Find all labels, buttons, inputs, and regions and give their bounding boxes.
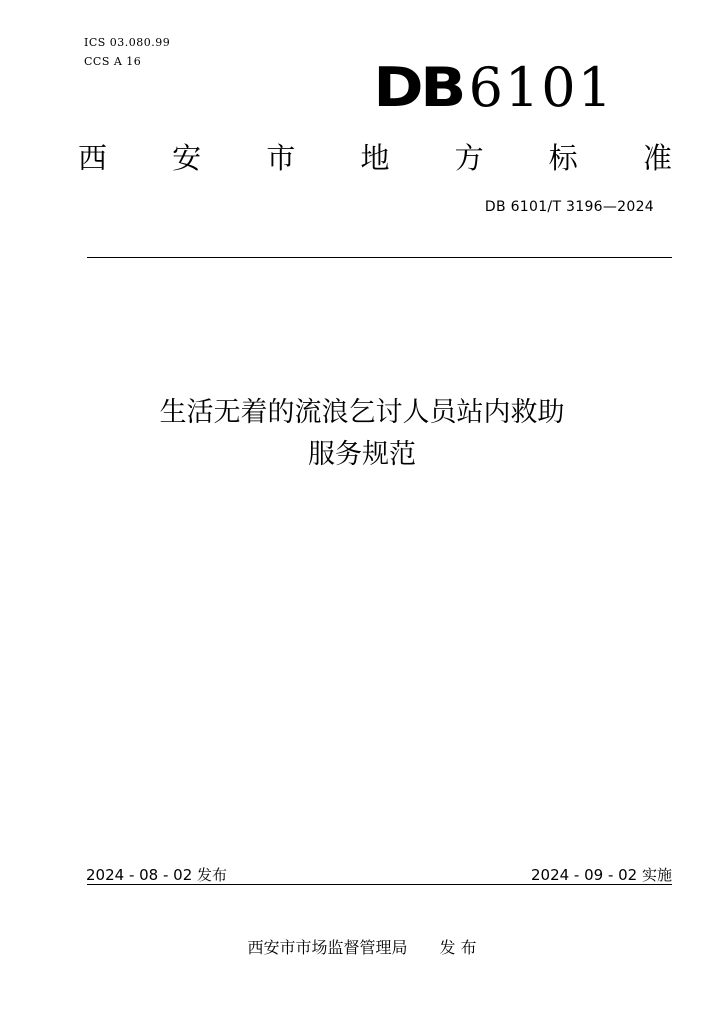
top-divider [87,257,672,258]
standard-type-char: 西 [78,141,108,175]
publisher-line [0,935,724,958]
standard-type-char: 安 [172,141,202,175]
document-number: DB 6101/T 3196—2024 [484,199,654,215]
standard-type-char: 方 [454,141,484,175]
ccs-code: CCS A 16 [84,55,142,68]
standard-type-char: 准 [642,141,672,175]
title-line-2: 服务规范 [308,439,416,470]
code-number: 6101 [468,56,614,119]
ics-code: ICS 03.080.99 [84,36,171,49]
publisher-name: 西安市市场监督管理局 [247,938,408,957]
publisher-action: 发 布 [439,938,477,957]
standard-type-heading [78,136,672,177]
standard-type-char: 标 [548,141,578,175]
standard-code-logo [0,56,614,119]
implementation-date: 2024 - 09 - 02 实施 [530,866,672,884]
code-prefix: DB [372,56,463,119]
bottom-divider [87,884,672,885]
document-title [0,392,724,476]
standard-type-char: 市 [266,141,296,175]
release-date: 2024 - 08 - 02 发布 [86,866,228,884]
title-line-1: 生活无着的流浪乞讨人员站内救助 [159,397,565,428]
standard-type-char: 地 [360,141,390,175]
